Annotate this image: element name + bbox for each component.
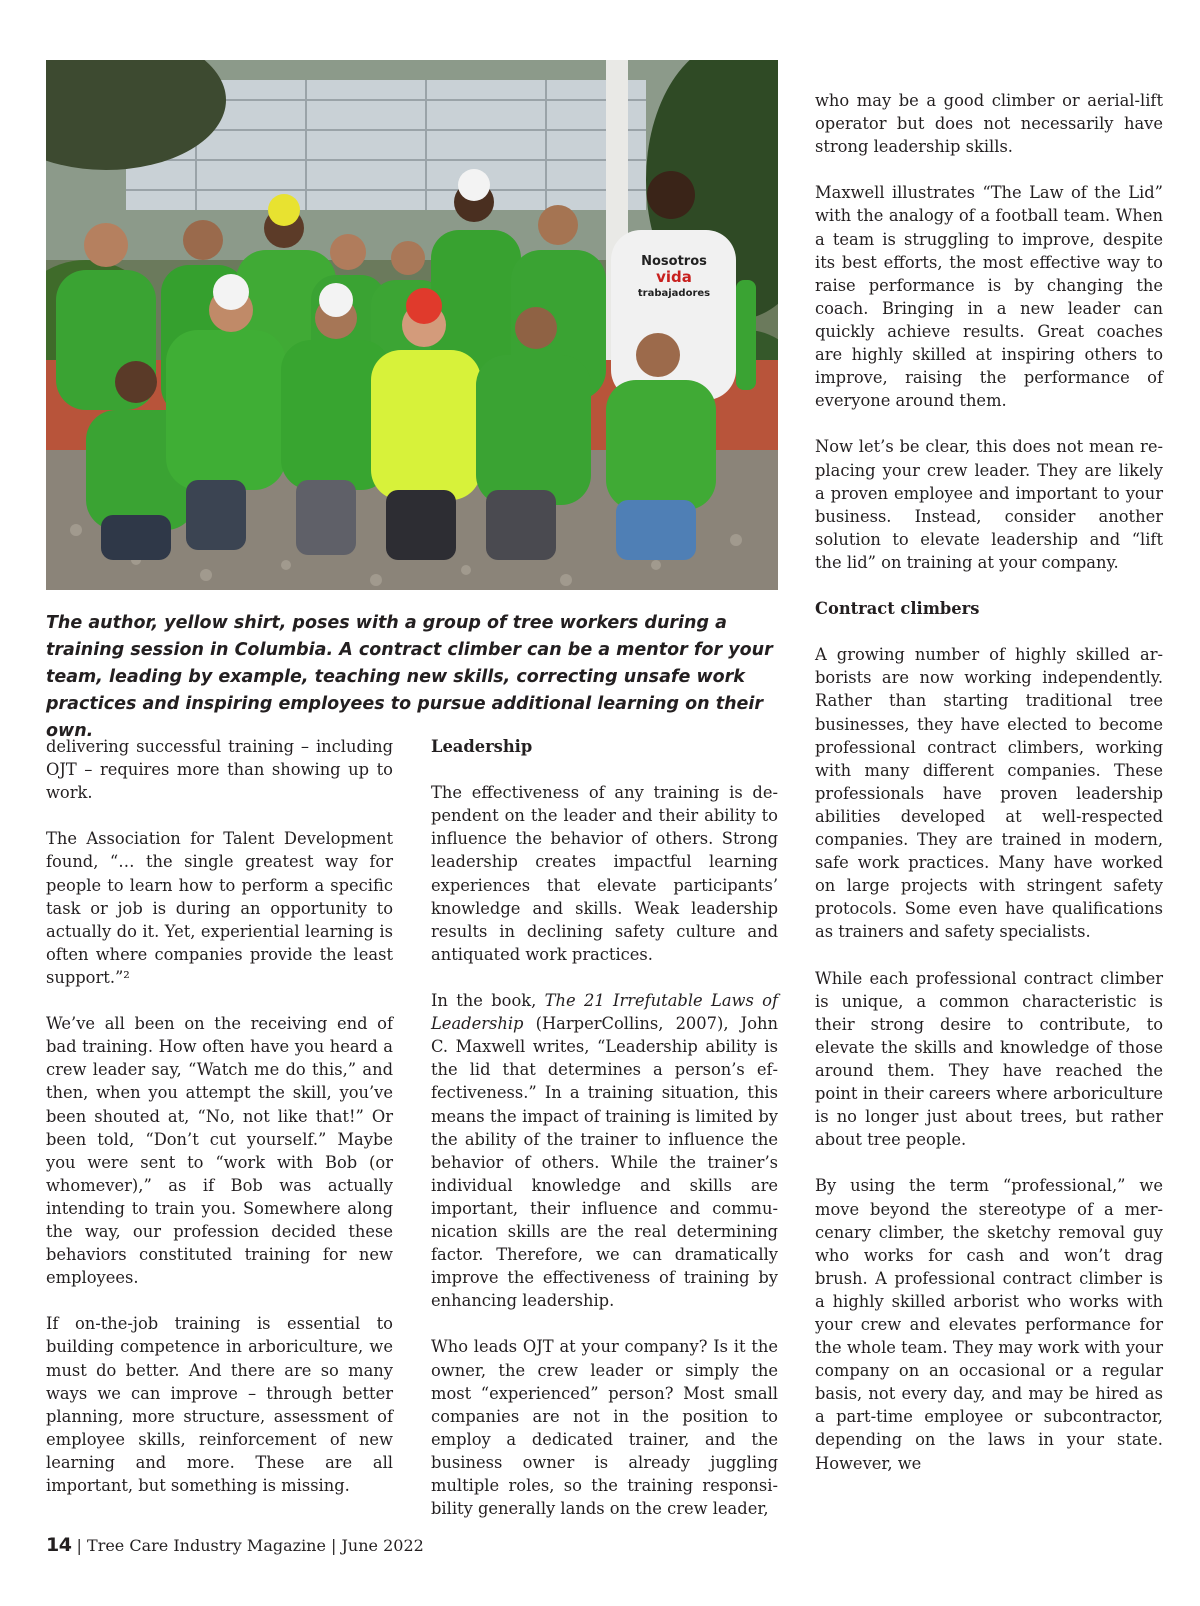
text-run: In the book, — [431, 991, 545, 1011]
column-3 — [815, 89, 1163, 1498]
group-photo — [46, 60, 778, 590]
column-1 — [46, 735, 393, 1520]
paragraph: who may be a good climber or aerial-lift operator but does not necessarily have strong leadership skills. — [815, 91, 1163, 157]
page-number: 14 — [46, 1534, 72, 1556]
shirt-text-3: trabajadores — [637, 288, 711, 299]
shirt-text-1: Nosotros — [641, 254, 707, 269]
paragraph: The effectiveness of any training is dependent on the leader and their ability to influence the behavior of others. Strong leadership creates impactful learning experiences that elevate participants’ knowledge and skills. Weak leadership results in declining safety culture and antiquated work practices. — [431, 783, 778, 964]
paragraph: delivering successful training – including OJT – requires more than showing up to work. — [46, 737, 393, 803]
section-heading-contract-climbers: Contract climbers — [815, 599, 980, 619]
column-2 — [431, 735, 778, 1543]
text-run: (HarperCollins, 2007), John C. Maxwell writes, “Leadership ability is the lid that determines a person’s effectiveness.” In a training situation, this means the impact of training is limited by the ability of the trainer to influence the behavior of others. While the trainer’s individual knowledge and skills are important, their influence and communication skills are the real determining factor. Therefore, we can dramatically improve the effectiveness of training by enhancing leadership. — [431, 1014, 778, 1311]
footer-text: | Tree Care Industry Magazine | June 2022 — [71, 1536, 424, 1555]
paragraph: If on-the-job training is essential to building competence in arboriculture, we must do better. And there are so many ways we can improve – through better planning, more structure, assessment of employee skills, reinforcement of new learning and more. These are all important, but something is missing. — [46, 1314, 393, 1495]
photo-caption: The author, yellow shirt, poses with a group of tree workers during a training session in Columbia. A contract climber can be a mentor for your team, leading by example, teaching new skills, correcting unsafe work practices and inspiring employees to pursue additional learning on their own. — [46, 613, 773, 741]
group-photo-illustration — [46, 60, 778, 590]
paragraph: A growing number of highly skilled arborists are now working independently. Rather than starting traditional tree businesses, they have elected to become professional contract climbers, working with many different companies. These professionals have proven leadership abilities developed at well-respected companies. They are trained in modern, safe work practices. Many have worked on large projects with stringent safety protocols. Some even have qualifications as trainers and safety specialists. — [815, 645, 1163, 942]
book-title: The 21 Irrefutable Laws of Leadership — [431, 991, 778, 1034]
paragraph: By using the term “professional,” we move beyond the stereotype of a mercenary climber, the sketchy removal guy who works for cash and won’t drag brush. A professional contract climber is a highly skilled arborist who works with your crew and elevates performance for the whole team. They may work with your company on an occasional or a regular basis, not every day, and may be hired as a part-time employee or subcontractor, depending on the laws in your state. However, we — [815, 1176, 1163, 1473]
paragraph: The Association for Talent Development found, “… the single greatest way for people to learn how to perform a specific task or job is during an opportunity to actually do it. Yet, experiential learning is often where companies provide the least support.”² — [46, 829, 393, 987]
paragraph — [431, 989, 778, 1312]
section-heading-leadership: Leadership — [431, 737, 533, 756]
paragraph: We’ve all been on the receiving end of bad training. How often have you heard a crew leader say, “Watch me do this,” and then, when you attempt the skill, you’ve been shouted at, “No, not like that!” Or been told, “Don’t cut yourself.” Maybe you were sent to “work with Bob (or whomever),” as if Bob was actually intending to train you. Somewhere along the way, our profession decided these behaviors constituted training for new employees. — [46, 1014, 393, 1288]
paragraph: While each professional contract climber is unique, a common characteristic is their strong desire to contribute, to elevate the skills and knowledge of those around them. They have reached the point in their careers where arboriculture is no longer just about trees, but rather about tree people. — [815, 968, 1163, 1150]
paragraph: Maxwell illustrates “The Law of the Lid” with the analogy of a football team. When a team is struggling to improve, despite its best efforts, the most effective way to raise performance is by changing the coach. Bringing in a new leader can quickly achieve results. Great coaches are highly skilled at inspiring others to improve, raising the performance of everyone around them. — [815, 183, 1163, 411]
shirt-text-2: vida — [656, 268, 692, 286]
paragraph: Now let’s be clear, this does not mean replacing your crew leader. They are likely a proven employee and important to your business. Instead, consider another solution to elevate leadership and “lift the lid” on training at your company. — [815, 437, 1163, 572]
paragraph: Who leads OJT at your company? Is it the owner, the crew leader or simply the most “experienced” person? Most small companies are not in the position to employ a dedicated trainer, and the business owner is already juggling multiple roles, so the training responsibility generally lands on the crew leader, — [431, 1337, 778, 1519]
page-footer — [46, 1534, 424, 1556]
